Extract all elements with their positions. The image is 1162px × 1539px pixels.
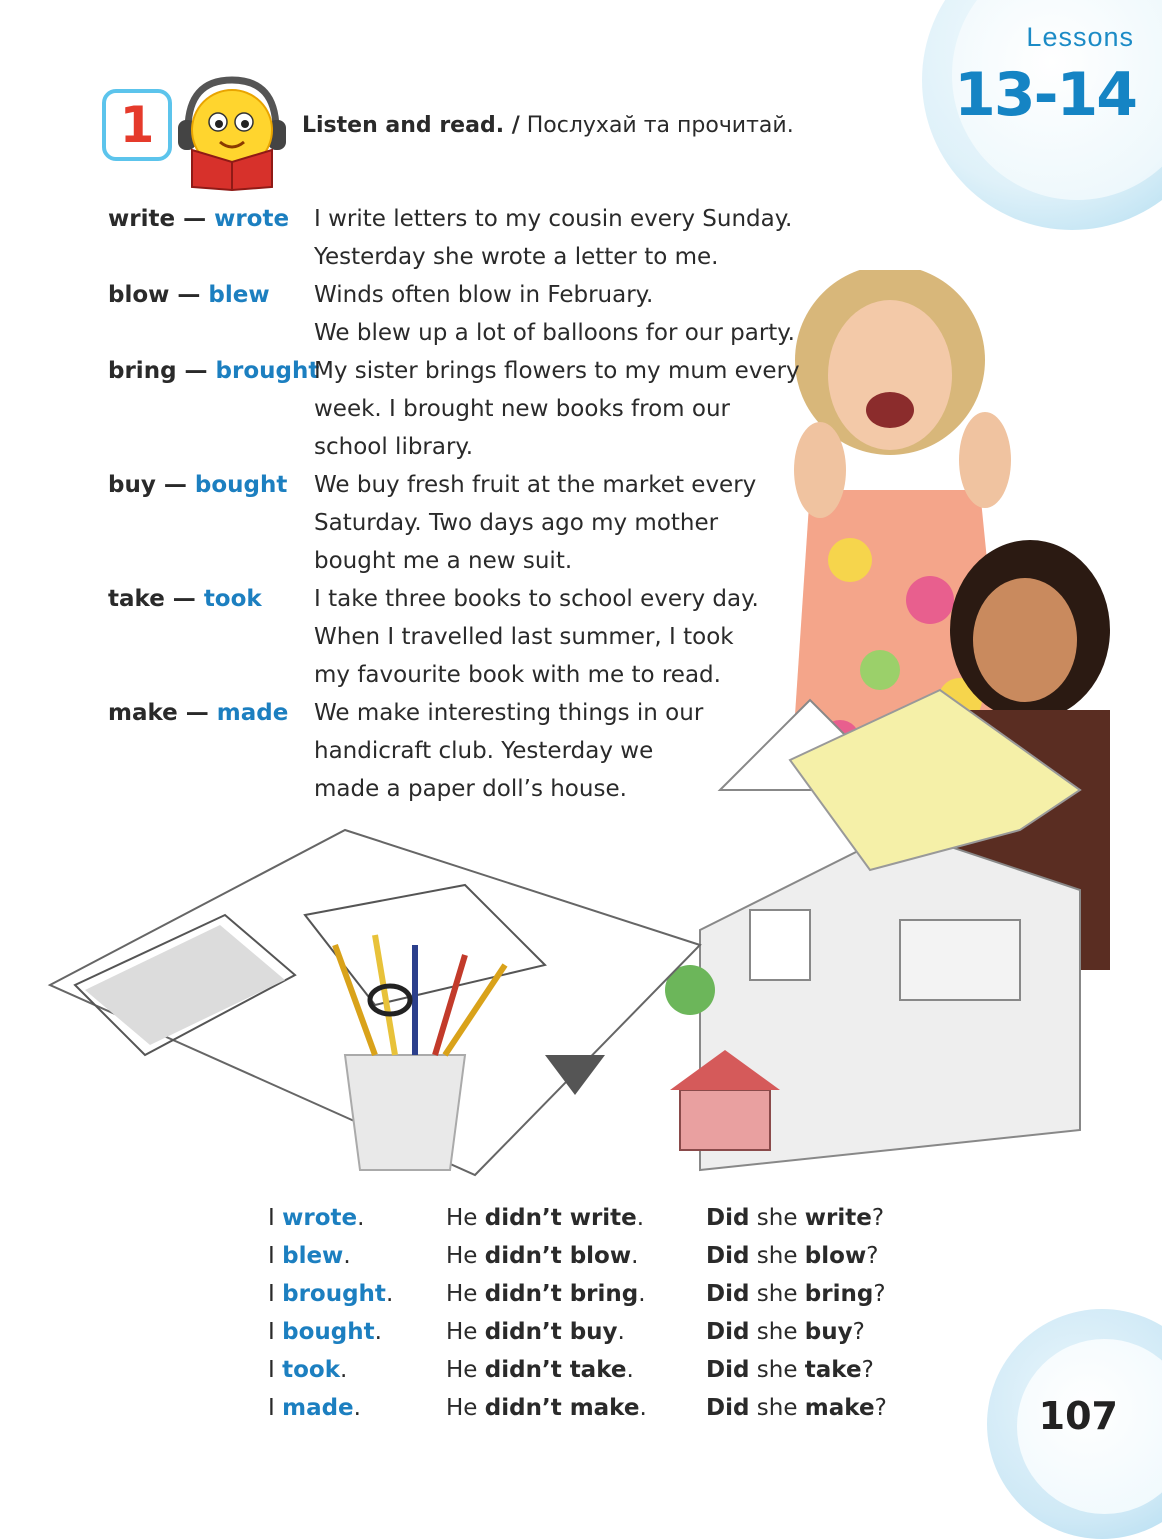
pronoun: I <box>268 1243 283 1269</box>
pronoun: I <box>268 1205 283 1231</box>
punct: . <box>631 1243 639 1269</box>
base-verb: buy <box>804 1319 853 1345</box>
affirmative <box>268 1275 446 1313</box>
question <box>706 1389 906 1427</box>
question <box>706 1237 906 1275</box>
verb-list <box>108 200 828 808</box>
base-verb: make <box>804 1395 875 1421</box>
verb-row <box>108 200 828 276</box>
grammar-row <box>268 1237 906 1275</box>
pronoun: she <box>749 1243 805 1269</box>
example-line: Yesterday she wrote a letter to me. <box>314 244 719 270</box>
punct: . <box>343 1243 351 1269</box>
verb-base: write <box>108 206 176 232</box>
page-number: 107 <box>1038 1394 1118 1438</box>
example-line: We buy fresh fruit at the market every <box>314 472 757 498</box>
affirmative <box>268 1389 446 1427</box>
verb-base: buy <box>108 472 156 498</box>
verb-pair <box>108 276 314 352</box>
verb-pair <box>108 200 314 276</box>
verb-base: take <box>108 586 165 612</box>
negative-verb: didn’t buy <box>484 1319 618 1345</box>
punct: . <box>617 1319 625 1345</box>
punct: . <box>374 1319 382 1345</box>
lessons-number: 13-14 <box>954 60 1136 130</box>
punct: ? <box>866 1243 879 1269</box>
verb-pair <box>108 580 314 694</box>
pronoun: I <box>268 1357 283 1383</box>
negative <box>446 1351 706 1389</box>
pronoun: she <box>749 1319 805 1345</box>
question <box>706 1199 906 1237</box>
punct: . <box>639 1395 647 1421</box>
negative <box>446 1275 706 1313</box>
aux: Did <box>706 1205 750 1231</box>
example-line: week. I brought new books from our <box>314 396 730 422</box>
instruction-translation: Послухай та прочитай. <box>519 113 794 138</box>
punct: . <box>626 1357 634 1383</box>
past-verb: bought <box>282 1319 375 1345</box>
verb-dash: — <box>175 206 215 232</box>
past-verb: wrote <box>282 1205 358 1231</box>
example-line: Winds often blow in February. <box>314 282 654 308</box>
aux: Did <box>706 1395 750 1421</box>
verb-past: wrote <box>214 206 290 232</box>
punct: ? <box>871 1205 885 1231</box>
grammar-row <box>268 1351 906 1389</box>
example-line: I write letters to my cousin every Sunday. <box>314 206 793 232</box>
pronoun: I <box>268 1319 283 1345</box>
exercise-number: 1 <box>102 89 172 161</box>
verb-example <box>314 694 703 808</box>
punct: ? <box>861 1357 874 1383</box>
aux: Did <box>706 1281 750 1307</box>
pronoun: I <box>268 1281 283 1307</box>
punct: . <box>638 1281 646 1307</box>
base-verb: take <box>804 1357 862 1383</box>
past-verb: made <box>282 1395 354 1421</box>
verb-example <box>314 466 756 580</box>
past-verb: brought <box>282 1281 386 1307</box>
example-line: my favourite book with me to read. <box>314 662 721 688</box>
verb-pair <box>108 352 320 466</box>
negative-verb: didn’t bring <box>484 1281 639 1307</box>
pronoun: He <box>446 1319 485 1345</box>
verb-pair <box>108 466 314 580</box>
example-line: school library. <box>314 434 474 460</box>
punct: ? <box>873 1281 886 1307</box>
negative <box>446 1237 706 1275</box>
pronoun: He <box>446 1281 485 1307</box>
verb-example <box>314 200 792 276</box>
pronoun: He <box>446 1205 485 1231</box>
example-line: I take three books to school every day. <box>314 586 759 612</box>
verb-dash: — <box>169 282 209 308</box>
example-line: made a paper doll’s house. <box>314 776 627 802</box>
question <box>706 1351 906 1389</box>
instruction-bold: Listen and read. / <box>302 113 520 138</box>
verb-dash: — <box>155 472 195 498</box>
pronoun: she <box>749 1357 805 1383</box>
affirmative <box>268 1237 446 1275</box>
pronoun: she <box>749 1281 805 1307</box>
grammar-table <box>268 1199 906 1427</box>
verb-example <box>314 580 759 694</box>
punct: . <box>353 1395 361 1421</box>
punct: ? <box>874 1395 887 1421</box>
verb-example <box>314 276 795 352</box>
verb-past: brought <box>215 358 320 384</box>
example-line: When I travelled last summer, I took <box>314 624 734 650</box>
verb-past: took <box>203 586 262 612</box>
lessons-label: Lessons <box>1026 22 1134 52</box>
verb-row <box>108 466 828 580</box>
pronoun: He <box>446 1357 485 1383</box>
negative-verb: didn’t write <box>484 1205 637 1231</box>
question <box>706 1275 906 1313</box>
pronoun: she <box>749 1395 805 1421</box>
punct: ? <box>852 1319 865 1345</box>
negative-verb: didn’t take <box>484 1357 627 1383</box>
example-line: We blew up a lot of balloons for our party. <box>314 320 795 346</box>
example-line: bought me a new suit. <box>314 548 573 574</box>
pronoun: He <box>446 1395 485 1421</box>
exercise-instruction <box>302 113 794 138</box>
affirmative <box>268 1313 446 1351</box>
past-verb: blew <box>282 1243 344 1269</box>
verb-base: bring <box>108 358 177 384</box>
grammar-row <box>268 1275 906 1313</box>
negative <box>446 1389 706 1427</box>
example-line: Saturday. Two days ago my mother <box>314 510 719 536</box>
punct: . <box>385 1281 394 1307</box>
verb-row <box>108 694 828 808</box>
aux: Did <box>706 1243 750 1269</box>
past-verb: took <box>282 1357 341 1383</box>
verb-past: bought <box>194 472 288 498</box>
affirmative <box>268 1199 446 1237</box>
verb-pair <box>108 694 314 808</box>
verb-base: blow <box>108 282 170 308</box>
pronoun: He <box>446 1243 485 1269</box>
grammar-row <box>268 1389 906 1427</box>
smiley-reading-headphones-icon <box>170 72 290 192</box>
verb-past: blew <box>208 282 270 308</box>
aux: Did <box>706 1319 750 1345</box>
pronoun: I <box>268 1395 283 1421</box>
verb-past: made <box>216 700 289 726</box>
aux: Did <box>706 1357 750 1383</box>
example-line: We make interesting things in our <box>314 700 704 726</box>
verb-row <box>108 276 828 352</box>
negative-verb: didn’t make <box>484 1395 640 1421</box>
base-verb: blow <box>804 1243 867 1269</box>
punct: . <box>636 1205 645 1231</box>
grammar-row <box>268 1313 906 1351</box>
negative-verb: didn’t blow <box>484 1243 632 1269</box>
verb-row <box>108 352 828 466</box>
punct: . <box>340 1357 348 1383</box>
punct: . <box>357 1205 365 1231</box>
verb-base: make <box>108 700 178 726</box>
negative <box>446 1313 706 1351</box>
verb-dash: — <box>164 586 204 612</box>
example-line: My sister brings flowers to my mum every <box>314 358 800 384</box>
pronoun: she <box>749 1205 805 1231</box>
verb-row <box>108 580 828 694</box>
example-line: handicraft club. Yesterday we <box>314 738 654 764</box>
grammar-row <box>268 1199 906 1237</box>
verb-example <box>314 352 800 466</box>
base-verb: bring <box>804 1281 874 1307</box>
negative <box>446 1199 706 1237</box>
verb-dash: — <box>176 358 216 384</box>
verb-dash: — <box>177 700 217 726</box>
affirmative <box>268 1351 446 1389</box>
base-verb: write <box>804 1205 872 1231</box>
question <box>706 1313 906 1351</box>
paper-template-and-pencils-illustration <box>45 825 705 1185</box>
